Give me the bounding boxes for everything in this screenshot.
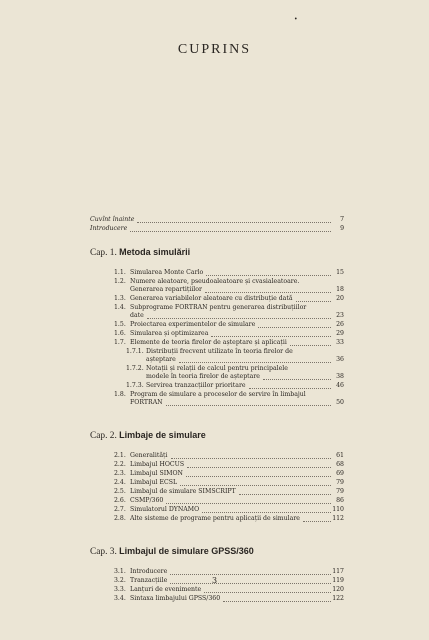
chapter-title: Limbajul de simulare GPSS/360 [119,546,254,556]
section-number: 1.7.1. [126,348,144,355]
section-number: 2.2. [114,461,126,468]
toc-entry [130,330,344,338]
dot-leader [187,461,331,468]
section-number: 3.4. [114,595,126,602]
dot-leader [130,225,331,232]
section-number: 2.7. [114,506,126,513]
toc-entry [90,225,344,233]
section-number: 3.2. [114,577,126,584]
toc-entry [146,365,344,373]
entry-title: Simularea Monte Carlo [130,269,204,276]
entry-page: 110 [332,506,344,513]
chapter-prefix: Cap. 1. [90,248,117,258]
entry-title: Limbajul de simulare SIMSCRIPT [130,488,236,495]
toc-entry [130,461,344,469]
entry-title: Simularea și optimizarea [130,330,209,337]
dot-leader [137,216,331,223]
toc-entry [130,391,344,399]
dot-leader [166,497,331,504]
entry-title: Servirea tranzacțiilor prioritare [146,382,246,389]
entry-page: 46 [336,382,344,389]
entry-title: Limbajul HOCUS [130,461,185,468]
section-number: 1.8. [114,391,126,398]
section-number: 1.1. [114,269,126,276]
entry-page: 79 [336,488,344,495]
entry-page: 20 [336,295,344,302]
chapter-title: Limbaje de simulare [119,430,206,440]
entry-title: Tranzacțiile [130,577,168,584]
entry-page: 119 [332,577,344,584]
chapter-heading [90,247,190,258]
toc-entry [130,452,344,460]
page-number: 3 [211,576,218,585]
entry-title: Simulatorul DYNAMO [130,506,200,513]
chapter-heading [90,546,254,557]
entry-title: Proiectarea experimentelor de simulare [130,321,256,328]
chapter-prefix: Cap. 3. [90,547,117,557]
entry-title: modele în teoria firelor de așteptare [146,373,260,380]
entry-title: Introducere [130,568,168,575]
toc-entry [90,216,344,224]
entry-title: Subprograme FORTRAN pentru generarea distribuțiilor [130,304,307,311]
entry-title: Generarea variabilelor aleatoare cu distribuție dată [130,295,293,302]
dot-leader [147,312,331,319]
section-number: 2.4. [114,479,126,486]
entry-title: Generarea repartițiilor [130,286,202,293]
entry-page: 117 [332,568,344,575]
entry-title: Limbajul SIMON [130,470,183,477]
entry-title: date [130,312,144,319]
section-number: 2.8. [114,515,126,522]
toc-entry [130,286,344,294]
section-number: 2.1. [114,452,126,459]
toc-entry [130,278,344,286]
entry-page: 36 [336,356,344,363]
entry-page: 50 [336,399,344,406]
section-number: 1.7. [114,339,126,346]
toc-entry [130,470,344,478]
toc-entry [130,339,344,347]
toc-entry [130,304,344,312]
entry-title: Distribuții frecvent utilizate în teoria firelor de [146,348,293,355]
dot-leader [171,452,331,459]
entry-page: 79 [336,479,344,486]
entry-title: FORTRAN [130,399,163,406]
toc-entry [130,488,344,496]
dot-leader [258,321,331,328]
section-number: 1.3. [114,295,126,302]
entry-page: 26 [336,321,344,328]
entry-page: 86 [336,497,344,504]
entry-page: 29 [336,330,344,337]
entry-page: 33 [336,339,344,346]
entry-page: 23 [336,312,344,319]
section-number: 3.3. [114,586,126,593]
entry-page: 18 [336,286,344,293]
dot-leader [204,586,331,593]
dot-leader [263,373,331,380]
entry-page: 112 [332,515,344,522]
entry-title: Numere aleatoare, pseudoaleatoare și cvasialeatoare. [130,278,300,285]
toc-entry [130,399,344,407]
entry-page: 15 [336,269,344,276]
entry-page: 38 [336,373,344,380]
section-number: 1.7.2. [126,365,144,372]
dot-leader [206,269,331,276]
toc-entry [146,382,344,390]
toc-entry [130,595,344,603]
entry-title: Notații și relații de calcul pentru principalele [146,365,288,372]
section-number: 1.5. [114,321,126,328]
entry-title: Program de simulare a proceselor de servire în limbajul [130,391,306,398]
section-number: 1.4. [114,304,126,311]
section-number: 2.3. [114,470,126,477]
toc-entry [130,586,344,594]
dot-leader [166,399,331,406]
dot-leader [249,382,331,389]
dot-leader [186,470,331,477]
section-number: 1.6. [114,330,126,337]
toc-entry [130,295,344,303]
entry-title: Lanțuri de evenimente [130,586,202,593]
toc-entry [130,515,344,523]
page-title: CUPRINS [177,42,252,57]
entry-page: 120 [332,586,344,593]
dot-leader [179,356,331,363]
dot-leader [211,330,331,337]
toc-entry [130,269,344,277]
dot-leader [170,568,331,575]
section-number: 1.7.3. [126,382,144,389]
toc-entry [130,497,344,505]
dot-leader [296,295,331,302]
toc-entry [146,348,344,356]
entry-title: Generalități [130,452,168,459]
entry-page: 69 [336,470,344,477]
entry-page: 61 [336,452,344,459]
entry-title: Elemente de teoria firelor de așteptare și aplicații [130,339,287,346]
section-number: 2.5. [114,488,126,495]
toc-entry [130,312,344,320]
entry-title: Introducere [90,225,128,232]
dot-leader [202,506,331,513]
dot-leader [180,479,331,486]
chapter-prefix: Cap. 2. [90,431,117,441]
dot-leader [223,595,331,602]
entry-title: Cuvînt înainte [90,216,135,223]
print-mark: • [294,16,298,23]
chapter-title: Metoda simulării [119,247,191,257]
toc-entry [130,506,344,514]
toc-entry [146,356,344,364]
dot-leader [239,488,331,495]
entry-title: așteptare [146,356,176,363]
chapter-heading [90,430,206,441]
toc-entry [130,321,344,329]
section-number: 2.6. [114,497,126,504]
dot-leader [290,339,331,346]
toc-entry [146,373,344,381]
toc-entry [130,479,344,487]
dot-leader [303,515,331,522]
entry-title: Alte sisteme de programe pentru aplicații de simulare [130,515,300,522]
toc-entry [130,568,344,576]
entry-title: CSMP/360 [130,497,164,504]
entry-page: 9 [340,225,344,232]
entry-page: 122 [332,595,344,602]
entry-title: Limbajul ECSL [130,479,178,486]
section-number: 1.2. [114,278,126,285]
entry-title: Sintaxa limbajului GPSS/360 [130,595,221,602]
section-number: 3.1. [114,568,126,575]
entry-page: 68 [336,461,344,468]
dot-leader [205,286,331,293]
entry-page: 7 [340,216,344,223]
